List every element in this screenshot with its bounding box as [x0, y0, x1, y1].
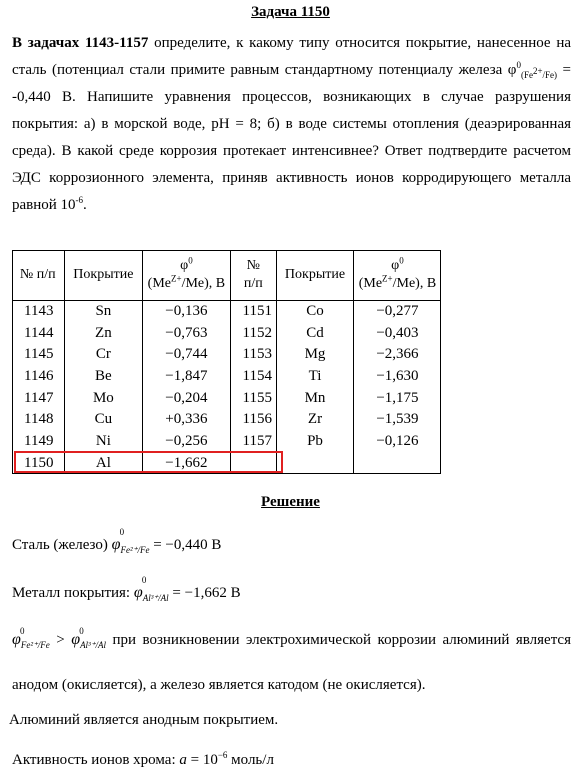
header-coating: Покрытие: [64, 250, 143, 300]
cell-num: 1151: [230, 300, 277, 322]
table-row: [12, 431, 441, 453]
cell-num: 1143: [12, 300, 64, 322]
phi-fe-symbol: φ 0 $_{Fe^{2+}/Fe}$: [12, 626, 50, 650]
anodic-coating-line: Алюминий является анодным покрытием.: [9, 712, 279, 728]
cell-coating: Zr: [277, 409, 354, 431]
table-row: [12, 409, 441, 431]
cell-num: 1145: [12, 344, 64, 366]
cell-num: 1153: [230, 344, 277, 366]
table-row: [12, 452, 441, 474]
table-row: [12, 300, 441, 322]
table-header-row: [12, 250, 441, 300]
problem-range: В задачах 1143-1157: [12, 35, 149, 51]
cell-potential: −1,630: [376, 367, 419, 384]
cell-potential: −1,662: [143, 452, 230, 474]
header-coating-right: Покрытие: [277, 250, 354, 300]
problem-title: Задача 1150: [251, 4, 330, 20]
header-num: № п/п: [12, 250, 64, 300]
cell-potential: −1,847: [143, 366, 230, 388]
cell-num: 1150: [12, 452, 64, 474]
cell-potential: −0,403: [376, 324, 419, 341]
cell-coating: Co: [277, 300, 354, 322]
header-potential-right: $\varphi^0$ $(Me^{Z+}/Me)$, В: [353, 250, 441, 300]
cell-potential: −0,277: [376, 302, 419, 319]
cell-potential: −0,204: [143, 387, 230, 409]
cell-coating: Al: [64, 452, 143, 474]
cell-coating: [277, 452, 354, 474]
cell-potential: −0,126: [376, 432, 419, 449]
cell-potential: +0,336: [143, 409, 230, 431]
cell-num: [230, 452, 277, 474]
cell-coating: Sn: [64, 300, 143, 322]
cell-potential: −1,539: [376, 411, 419, 428]
header-num-right: № п/п: [230, 250, 277, 300]
cell-num: 1148: [12, 409, 64, 431]
cell-coating: Be: [64, 366, 143, 388]
cell-potential: −0,763: [143, 322, 230, 344]
cell-coating: Cd: [277, 322, 354, 344]
potentials-table: [12, 250, 441, 474]
cell-coating: Cr: [64, 344, 143, 366]
cell-coating: Mo: [64, 387, 143, 409]
table-row: [12, 322, 441, 344]
table-row: [12, 387, 441, 409]
cell-potential: [353, 452, 441, 474]
cell-potential: −2,366: [376, 346, 419, 363]
cell-potential: −1,175: [376, 389, 419, 406]
cell-coating: Zn: [64, 322, 143, 344]
metal-potential-line: Металл покрытия: φ 0 $_{Al^{3+}/Al}$ = −1,662 В: [12, 575, 241, 603]
cell-coating: Mn: [277, 387, 354, 409]
cell-num: 1152: [230, 322, 277, 344]
activity-line: Активность ионов хрома: $a = 10^{-6}$ моль/л: [12, 750, 274, 768]
cell-coating: Mg: [277, 344, 354, 366]
cell-potential: −0,256: [143, 431, 230, 453]
cell-num: 1144: [12, 322, 64, 344]
table-row: [12, 366, 441, 388]
steel-potential-line: Сталь (железо) φ 0 $_{Fe^{2+}/Fe}$ = −0,440 В: [12, 527, 222, 555]
cell-potential: −0,136: [143, 300, 230, 322]
comparison-paragraph: φ 0 $_{Fe^{2+}/Fe}$ > φ 0 $_{Al^{3+}/Al}$ при возникновении электрохимической коррозии алюминий является анодом (окисляется), а железо является катодом (не окисляется).: [12, 620, 571, 705]
header-potential: $\varphi^0$ $(Me^{Z+}/Me)$, В: [143, 250, 230, 300]
cell-num: 1155: [230, 387, 277, 409]
cell-coating: Ti: [277, 366, 354, 388]
cell-num: 1157: [230, 431, 277, 453]
cell-num: 1154: [230, 366, 277, 388]
cell-coating: Pb: [277, 431, 354, 453]
table-row: [12, 344, 441, 366]
cell-num: 1149: [12, 431, 64, 453]
cell-num: 1156: [230, 409, 277, 431]
solution-heading: Решение: [261, 494, 320, 510]
cell-coating: Cu: [64, 409, 143, 431]
cell-num: 1147: [12, 387, 64, 409]
problem-statement: В задачах 1143-1157 определите, к какому типу относится покрытие, нанесенное на сталь (потенциал стали примите равным стандартному потенциалу железа $\varphi^0_{(Fe^{2+}/Fe)} = -0,440$ В. Напишите уравнения процессов, возникающих в случае разрушения покрытия: а) в морской воде, pH = 8; б) в воде системы отопления (деаэрированная среда). В какой среде коррозия протекает интенсивнее? Ответ подтвердите расчетом ЭДС коррозионного элемента, приняв активность ионов корродирующего металла равной $10^{-6}$.: [12, 35, 572, 213]
phi-metal-symbol: φ 0 $_{Al^{3+}/Al}$: [133, 575, 169, 603]
cell-coating: Ni: [64, 431, 143, 453]
phi-steel-symbol: φ 0 $_{Fe^{2+}/Fe}$: [111, 527, 150, 555]
cell-num: 1146: [12, 366, 64, 388]
cell-potential: −0,744: [143, 344, 230, 366]
phi-al-symbol: φ 0 $_{Al^{3+}/Al}$: [71, 626, 107, 650]
